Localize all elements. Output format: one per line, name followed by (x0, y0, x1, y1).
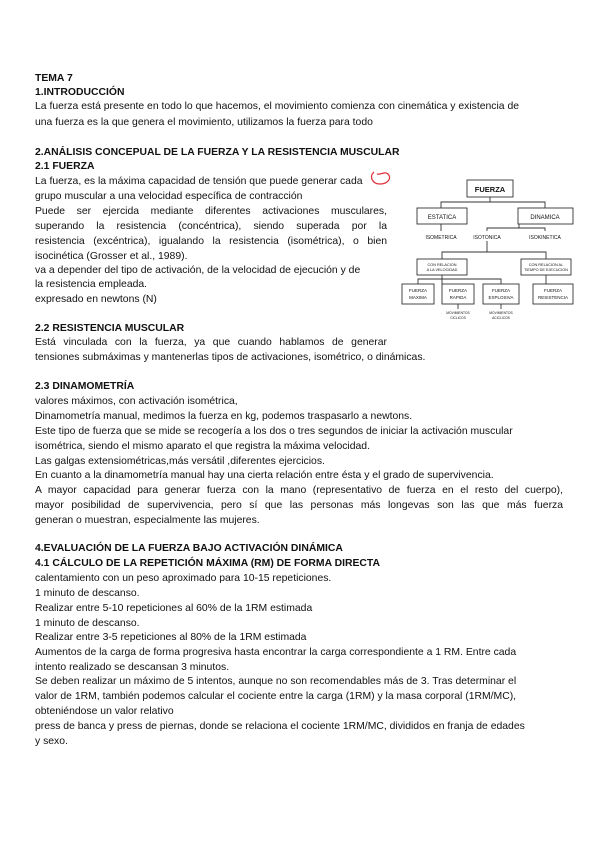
paragraph-line: Este tipo de fuerza que se mide se recogería a los dos o tres segundos de iniciar la activación muscular (35, 426, 513, 437)
diagram-relacion-vel-2: A LA VELOCIDAD (426, 268, 458, 272)
paragraph-line: Aumentos de la carga de forma progresiva hasta encontrar la carga correspondiente a 1 RM. Entre cada (35, 647, 517, 658)
paragraph-line: y sexo. (35, 736, 68, 747)
tema-title: TEMA 7 (35, 73, 73, 84)
paragraph-line: Dinamometría manual, medimos la fuerza en kg, podemos traspasarlo a newtons. (35, 411, 413, 422)
section-2-1-heading: 2.1 FUERZA (35, 161, 95, 172)
diagram-explosiva-1: FUERZA (492, 288, 510, 293)
paragraph-line: Las galgas extensiométricas,más versátil ,diferentes ejercicios. (35, 456, 325, 467)
paragraph-line: Puede ser ejercida mediante diferentes activaciones musculares, (35, 206, 387, 217)
diagram-aciclicos-2: ACICLICOS (492, 316, 510, 320)
section-4-heading: 4.EVALUACIÓN DE LA FUERZA BAJO ACTIVACIÓN DINÁMICA (35, 543, 343, 554)
paragraph-line: grupo muscular a una velocidad específica de contracción (35, 191, 303, 202)
diagram-maxima-2: MAXIMA (409, 295, 427, 300)
diagram-estatica-label: ESTATICA (427, 215, 457, 221)
diagram-resistencia-2: RESISTENCIA (537, 295, 569, 300)
diagram-relacion-tiempo-1: CON RELACION AL (528, 263, 564, 267)
paragraph-line: mayor posibilidad de supervivencia, pero sí que las personas más longevas son las que más fuerza (35, 500, 563, 511)
diagram-relacion-vel-1: CON RELACION (427, 263, 457, 267)
diagram-isocinetica-label: ISOKINETICA (529, 235, 561, 241)
paragraph-line: 1 minuto de descanso. (35, 588, 140, 599)
paragraph-line: tensiones submáximas y mantenerlas tipos de activaciones, isométrico, o dinámicas. (35, 352, 426, 363)
section-2-heading: 2.ANÁLISIS CONCEPUAL DE LA FUERZA Y LA RESISTENCIA MUSCULAR (35, 147, 400, 158)
diagram-isometrica-label: ISOMETRICA (425, 235, 457, 241)
paragraph-line: expresado en newtons (N) (35, 294, 157, 305)
paragraph-line: En cuanto a la dinamometría manual hay una cierta relación entre ésta y el grado de supervivencia. (35, 470, 494, 481)
paragraph-line: obteniéndose un valor relativo (35, 706, 174, 717)
diagram-connectors (395, 162, 585, 332)
diagram-rapida-2: RAPIDA (449, 295, 467, 300)
paragraph-line: 1 minuto de descanso. (35, 618, 140, 629)
diagram-isotonica-label: ISOTONICA (473, 235, 501, 241)
paragraph-line: superando la resistencia (concéntrica), siendo superada por la (35, 221, 387, 232)
paragraph-line: generan o muestran, especialmente las mujeres. (35, 515, 260, 526)
paragraph-line: press de banca y press de piernas, donde se relaciona el cociente 1RM/MC, divididos en franja de edades (35, 721, 525, 732)
paragraph-line: La fuerza está presente en todo lo que hacemos, el movimiento comienza con cinemática y existencia de (35, 101, 520, 112)
paragraph-line: Está vinculada con la fuerza, ya que cuando hablamos de generar (35, 337, 387, 348)
paragraph-line: isocinética (Grosser et al., 1989). (35, 251, 188, 262)
paragraph-line: calentamiento con un peso aproximado para 10-15 repeticiones. (35, 573, 332, 584)
diagram-ciclicos-2: CICLICOS (450, 316, 466, 320)
paragraph-line: isométrica, siendo el mismo aparato el que registra la máxima velocidad. (35, 441, 370, 452)
fuerza-concept-diagram (395, 162, 585, 332)
section-2-3-heading: 2.3 DINAMOMETRÍA (35, 381, 135, 392)
diagram-maxima-1: FUERZA (409, 288, 427, 293)
diagram-rapida-1: FUERZA (449, 288, 467, 293)
paragraph-line: intento realizado se descansan 3 minutos. (35, 662, 230, 673)
section-4-1-heading: 4.1 CÁLCULO DE LA REPETICIÓN MÁXIMA (RM) DE FORMA DIRECTA (35, 558, 380, 569)
diagram-explosiva-2: EXPLOSIVA (488, 295, 514, 300)
diagram-relacion-tiempo-2: TIEMPO DE EJECUCION (524, 268, 568, 272)
paragraph-line: una fuerza es la que genera el movimiento, utilizamos la fuerza para todo (35, 117, 373, 128)
paragraph-line: valor de 1RM, también podemos calcular el cociente entre la carga (1RM) y la masa corporal (1RM/MC), (35, 691, 517, 702)
diagram-ciclicos-1: MOVIMIENTOS (446, 311, 470, 315)
handwritten-circle-annotation (366, 168, 394, 188)
paragraph-line: va a depender del tipo de activación, de la velocidad de ejecución y de (35, 265, 361, 276)
paragraph-line: Realizar entre 5-10 repeticiones al 60% de la 1RM estimada (35, 603, 313, 614)
paragraph-line: la resistencia empleada. (35, 279, 148, 290)
section-2-2-heading: 2.2 RESISTENCIA MUSCULAR (35, 323, 185, 334)
diagram-root-label: FUERZA (474, 185, 506, 194)
diagram-resistencia-1: FUERZA (544, 288, 562, 293)
paragraph-line: A mayor capacidad para generar fuerza con la mano (representativo de fuerza en el resto del cuerpo), (35, 485, 563, 496)
paragraph-line: La fuerza, es la máxima capacidad de tensión que puede generar cada (35, 176, 363, 187)
paragraph-line: resistencia (excéntrica), igualando la resistencia (isométrica), o bien (35, 236, 387, 247)
paragraph-line: Se deben realizar un máximo de 5 intentos, aunque no son recomendables más de 3. Tras determinar el (35, 676, 517, 687)
section-1-heading: 1.INTRODUCCIÓN (35, 87, 125, 98)
diagram-aciclicos-1: MOVIMIENTOS (489, 311, 513, 315)
diagram-dinamica-label: DINAMICA (530, 215, 560, 221)
paragraph-line: valores máximos, con activación isométrica, (35, 396, 238, 407)
paragraph-line: Realizar entre 3-5 repeticiones al 80% de la 1RM estimada (35, 632, 307, 643)
